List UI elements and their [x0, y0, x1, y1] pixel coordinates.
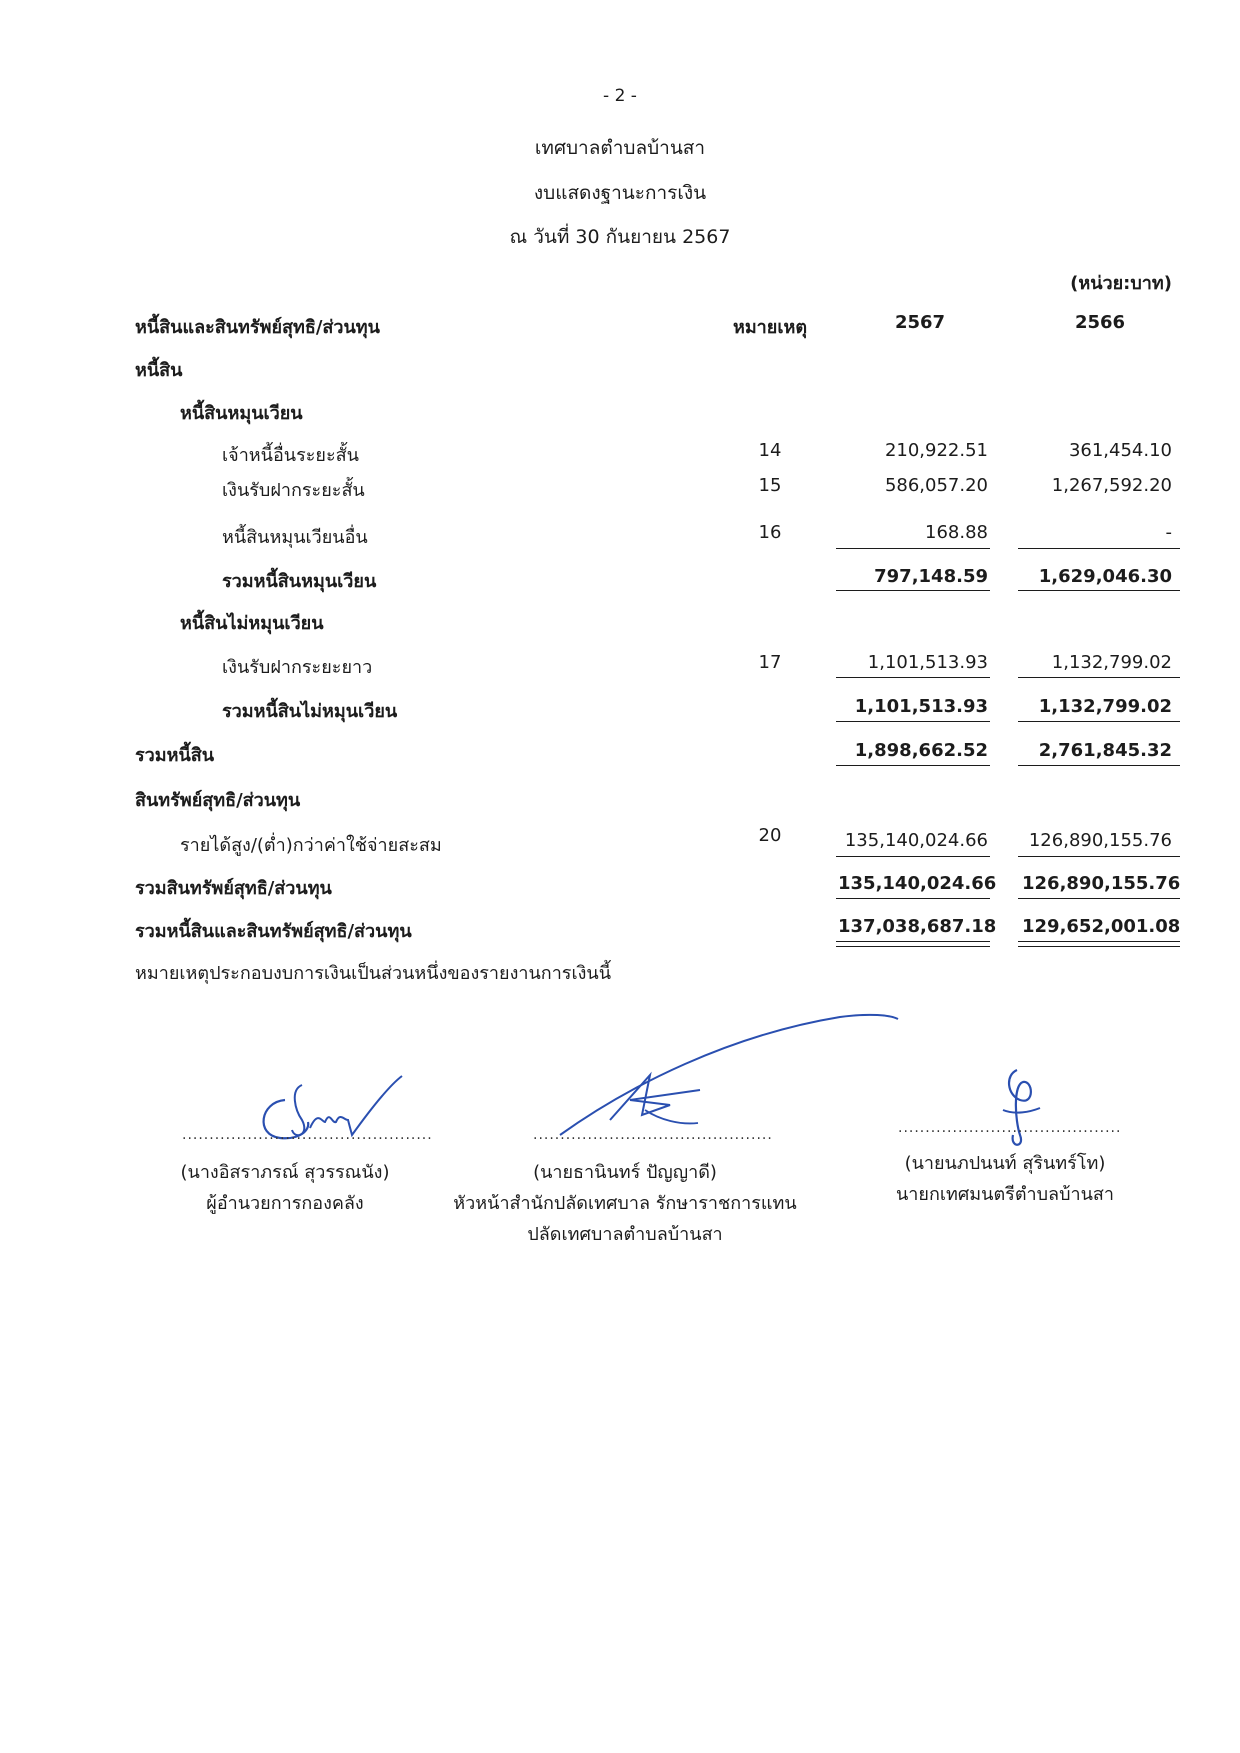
column-header-2567: 2567 — [894, 312, 946, 333]
double-rule — [836, 941, 990, 942]
row-note: 20 — [758, 825, 782, 846]
subtotal-rule — [1018, 677, 1180, 678]
row-note: 17 — [758, 652, 782, 673]
total-noncurrent-liabilities-label: รวมหนี้สินไม่หมุนเวียน — [222, 701, 398, 722]
grand-total-2567: 137,038,687.18 — [838, 916, 997, 937]
row-value-2566: - — [1165, 522, 1172, 543]
row-value-2567: 168.88 — [925, 522, 988, 543]
total-value-2566: 1,132,799.02 — [1038, 696, 1172, 717]
double-rule — [1018, 941, 1180, 942]
double-rule — [836, 946, 990, 947]
signer-2-title-line-2: ปลัดเทศบาลตำบลบ้านสา — [527, 1224, 723, 1245]
signer-3-name: (นายนภปนนท์ สุรินทร์โท) — [904, 1153, 1106, 1174]
section-equity: สินทรัพย์สุทธิ/ส่วนทุน — [135, 790, 301, 811]
total-rule — [1018, 721, 1180, 722]
signature-line: ......................................... — [898, 1120, 1122, 1136]
row-label: เจ้าหนี้อื่นระยะสั้น — [222, 445, 359, 466]
row-value-2567: 1,101,513.93 — [867, 652, 988, 673]
page-number: - 2 - — [603, 86, 637, 106]
column-header-label: หนี้สินและสินทรัพย์สุทธิ/ส่วนทุน — [135, 317, 380, 338]
total-rule — [836, 721, 990, 722]
row-value-2566: 361,454.10 — [1068, 440, 1172, 461]
signer-2-title: หัวหน้าสำนักปลัดเทศบาล รักษาราชการแทน — [453, 1193, 797, 1214]
row-note: 16 — [758, 522, 782, 543]
total-value-2566: 126,890,155.76 — [1022, 873, 1181, 894]
section-noncurrent-liabilities: หนี้สินไม่หมุนเวียน — [180, 613, 324, 634]
total-rule — [1018, 898, 1180, 899]
row-value-2567: 135,140,024.66 — [844, 830, 988, 851]
total-value-2566: 2,761,845.32 — [1038, 740, 1172, 761]
grand-total-label: รวมหนี้สินและสินทรัพย์สุทธิ/ส่วนทุน — [135, 921, 412, 942]
column-header-note: หมายเหตุ — [732, 317, 808, 338]
row-label: เงินรับฝากระยะสั้น — [222, 480, 365, 501]
signer-3-title: นายกเทศมนตรีตำบลบ้านสา — [895, 1184, 1114, 1205]
subtotal-rule — [1018, 548, 1180, 549]
total-value-2566: 1,629,046.30 — [1038, 566, 1172, 587]
row-label: หนี้สินหมุนเวียนอื่น — [222, 527, 368, 548]
row-value-2567: 210,922.51 — [884, 440, 988, 461]
row-label: เงินรับฝากระยะยาว — [222, 657, 373, 678]
grand-total-2566: 129,652,001.08 — [1022, 916, 1181, 937]
total-value-2567: 797,148.59 — [874, 566, 988, 587]
total-equity-label: รวมสินทรัพย์สุทธิ/ส่วนทุน — [135, 878, 332, 899]
total-rule — [836, 765, 990, 766]
subtotal-rule — [1018, 856, 1180, 857]
subtotal-rule — [836, 548, 990, 549]
row-value-2566: 126,890,155.76 — [1028, 830, 1172, 851]
row-value-2567: 586,057.20 — [884, 475, 988, 496]
footnote: หมายเหตุประกอบงบการเงินเป็นส่วนหนึ่งของรายงานการเงินนี้ — [135, 963, 612, 984]
row-note: 15 — [758, 475, 782, 496]
signature-line: ............................................ — [533, 1127, 773, 1143]
signer-1-title: ผู้อำนวยการกองคลัง — [206, 1193, 364, 1214]
total-value-2567: 135,140,024.66 — [838, 873, 997, 894]
statement-date: ณ วันที่ 30 กันยายน 2567 — [509, 226, 731, 248]
row-label: รายได้สูง/(ต่ำ)กว่าค่าใช้จ่ายสะสม — [180, 835, 442, 856]
signature-3 — [985, 1060, 1065, 1150]
total-rule — [836, 590, 990, 591]
section-liabilities: หนี้สิน — [135, 360, 183, 381]
signature-2 — [550, 1005, 910, 1145]
subtotal-rule — [836, 677, 990, 678]
section-current-liabilities: หนี้สินหมุนเวียน — [180, 403, 303, 424]
statement-title: งบแสดงฐานะการเงิน — [533, 182, 707, 204]
signer-2-name: (นายธานินทร์ ปัญญาดี) — [533, 1162, 717, 1183]
org-name: เทศบาลตำบลบ้านสา — [534, 137, 706, 159]
signer-1-name: (นางอิสราภรณ์ สุวรรณนัง) — [180, 1162, 390, 1183]
subtotal-rule — [836, 856, 990, 857]
total-rule — [836, 898, 990, 899]
signature-line: .............................................. — [182, 1127, 433, 1143]
row-value-2566: 1,267,592.20 — [1051, 475, 1172, 496]
unit-label: (หน่วย:บาท) — [1070, 273, 1172, 294]
total-rule — [1018, 590, 1180, 591]
row-value-2566: 1,132,799.02 — [1051, 652, 1172, 673]
column-header-2566: 2566 — [1074, 312, 1126, 333]
total-liabilities-label: รวมหนี้สิน — [135, 745, 215, 766]
total-rule — [1018, 765, 1180, 766]
total-current-liabilities-label: รวมหนี้สินหมุนเวียน — [222, 571, 377, 592]
total-value-2567: 1,898,662.52 — [854, 740, 988, 761]
row-note: 14 — [758, 440, 782, 461]
total-value-2567: 1,101,513.93 — [854, 696, 988, 717]
double-rule — [1018, 946, 1180, 947]
